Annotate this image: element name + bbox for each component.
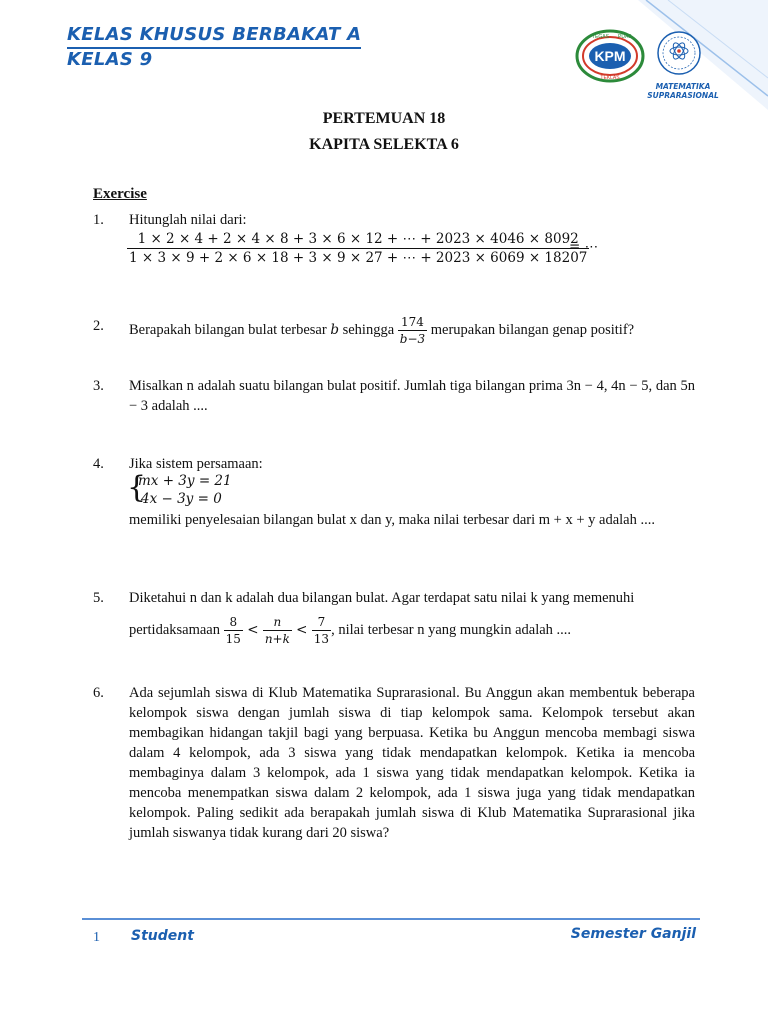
question-1 (93, 210, 695, 230)
brace: { (127, 470, 147, 505)
page-subtitle: KAPITA SELEKTA 6 (309, 136, 459, 153)
kpm-logo-bottom: TEKLAS (600, 75, 620, 81)
question-text: memiliki penyelesaian bilangan bulat x dan y, maka nilai terbesar dari m + x + y adalah .... (129, 512, 655, 528)
fraction-1 (224, 614, 243, 647)
less-than: < (242, 621, 263, 638)
equation-system (129, 472, 232, 508)
footer-student: Student (131, 928, 194, 944)
question-text: Misalkan n adalah suatu bilangan bulat positif. Jumlah tiga bilangan prima 3n − 4, 4n − 5, dan 5n − 3 adalah .... (129, 378, 695, 414)
kpm-logo-text: KPM (594, 48, 626, 64)
fraction-3 (312, 614, 331, 647)
page-number: 1 (93, 930, 100, 945)
header-grade: KELAS 9 (67, 49, 153, 70)
less-than: < (291, 621, 312, 638)
question-text: sehingga (338, 321, 398, 338)
logo-caption-line1: MATEMATIKA (655, 82, 711, 91)
fraction-denominator: n+k (264, 632, 290, 646)
question-number: 5. (93, 590, 104, 606)
fraction-denominator: b−3 (399, 332, 426, 346)
fraction-numerator: 8 (224, 614, 243, 631)
question-6 (93, 683, 695, 843)
question-text: Hitunglah nilai dari: (129, 212, 247, 228)
matematika-logo-caption (640, 82, 726, 100)
fraction (398, 314, 427, 347)
question-3 (93, 376, 695, 416)
question-number: 4. (93, 456, 104, 472)
question-number: 3. (93, 378, 104, 394)
page-header (67, 24, 361, 71)
question-intro: Jika sistem persamaan: (129, 456, 263, 472)
question-text: pertidaksamaan (129, 621, 224, 638)
kpm-logo-top-right: PUAS (618, 34, 632, 40)
fraction-rhs: = ⋯ (569, 239, 599, 255)
variable-b: b (330, 321, 339, 338)
question-2 (93, 314, 695, 347)
question-text: , nilai terbesar n yang mungkin adalah .... (331, 621, 572, 638)
question-4-continued (93, 510, 695, 530)
question-text: merupakan bilangan genap positif? (427, 321, 635, 338)
question-5 (93, 588, 695, 647)
fraction-denominator: 15 (225, 632, 241, 646)
logo-caption-line2: SUPRARASIONAL (647, 91, 719, 100)
question-1-fraction (127, 230, 599, 267)
page-title: PERTEMUAN 18 (322, 110, 446, 127)
fraction-denominator: 1 × 3 × 9 + 2 × 6 × 18 + 3 × 9 × 27 + ⋯ + 2023 × 6069 × 18207 (129, 250, 588, 266)
kpm-logo (574, 28, 646, 84)
footer-rule (82, 918, 700, 920)
exercise-heading: Exercise (93, 186, 147, 202)
matematika-logo (656, 30, 702, 76)
question-number: 2. (93, 318, 104, 334)
kpm-logo-top-left: TEGAS (592, 34, 609, 40)
fraction-denominator: 13 (313, 632, 330, 646)
equation-2: 4x − 3y = 0 (141, 491, 222, 507)
fraction-numerator: n (263, 614, 292, 631)
question-number: 6. (93, 685, 104, 701)
question-4 (93, 454, 695, 474)
header-class-title: KELAS KHUSUS BERBAKAT A (67, 24, 361, 49)
fraction-numerator: 7 (312, 614, 331, 631)
fraction-numerator: 1 × 2 × 4 + 2 × 4 × 8 + 3 × 6 × 12 + ⋯ + 2023 × 4046 × 8092 (127, 230, 589, 249)
equation-1: mx + 3y = 21 (138, 473, 232, 489)
question-text: Ada sejumlah siswa di Klub Matematika Suprarasional. Bu Anggun akan membentuk beberapa kelompok siswa dengan jumlah siswa di tiap kelompok sama. Kelompok tersebut akan membagikan hidangan takjil bagi yang berpuasa. Ketika bu Anggun mencoba membagi siswa dalam 4 kelompok, ada 3 siswa yang tidak mendapatkan kelompok. Ketika ia mencoba membaginya dalam 3 kelompok, ada 1 siswa yang tidak mendapatkan kelompok. Ketika ia mencoba menempatkan siswa dalam 2 kelompok, ada 1 siswa juga yang tidak mendapatkan kelompok. Paling sedikit ada berapakah jumlah siswa di Klub Matematika Suprarasional jika jumlah siswanya tidak kurang dari 20 siswa? (129, 685, 695, 841)
question-text: Diketahui n dan k adalah dua bilangan bulat. Agar terdapat satu nilai k yang memenuhi (129, 590, 635, 606)
question-number: 1. (93, 212, 104, 228)
fraction-numerator: 174 (398, 314, 427, 331)
fraction-2 (263, 614, 292, 647)
question-text: Berapakah bilangan bulat terbesar (129, 321, 331, 338)
footer-semester: Semester Ganjil (570, 926, 696, 942)
